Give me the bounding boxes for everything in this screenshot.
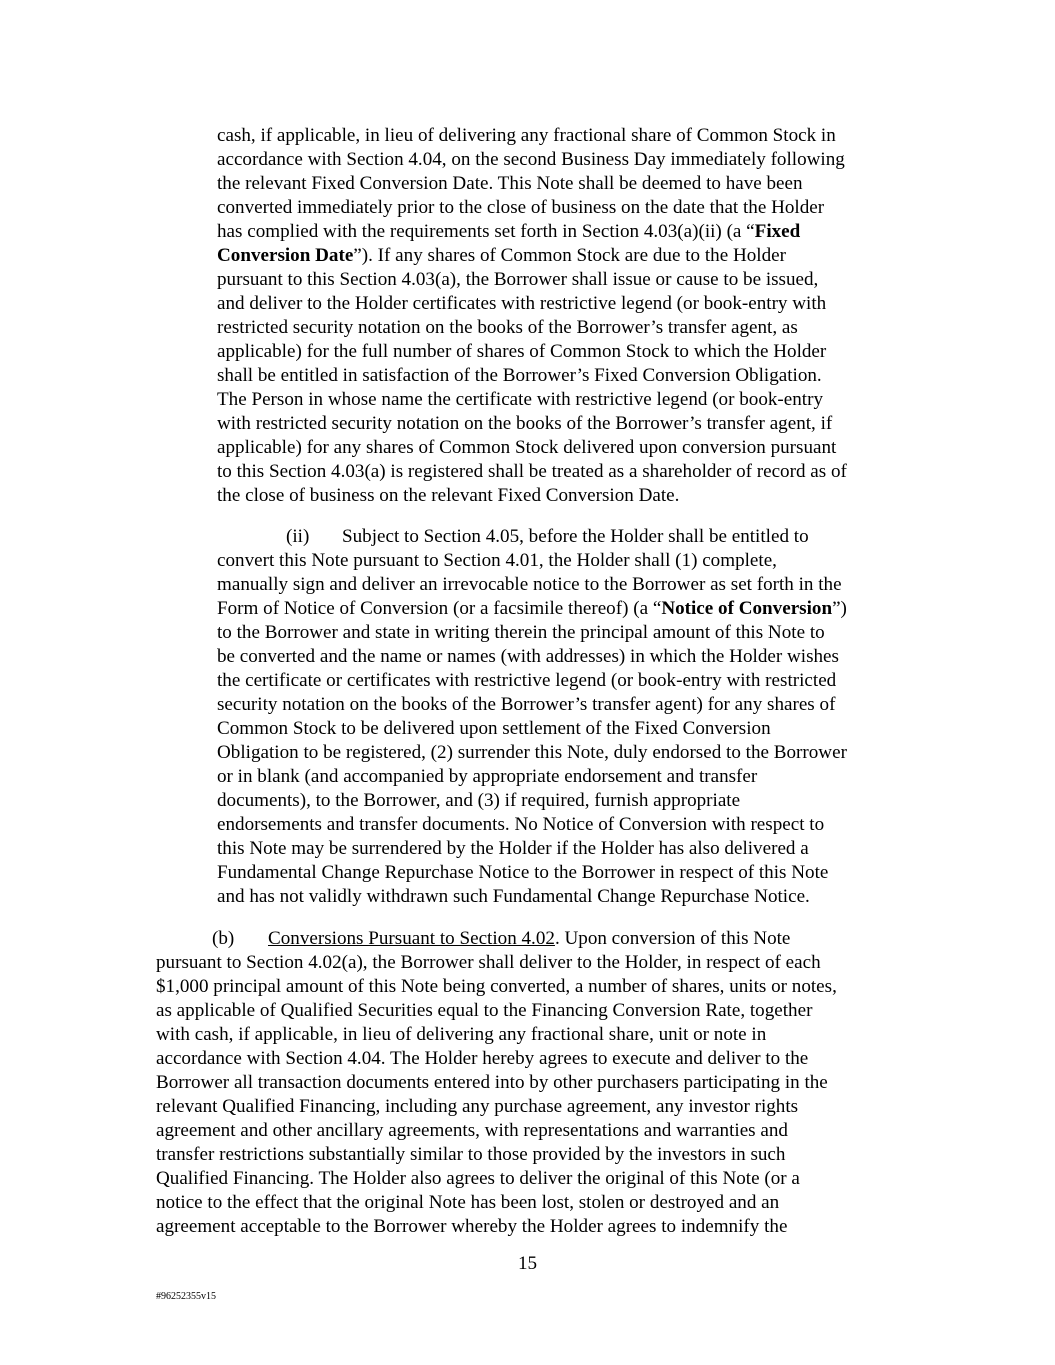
- text-line: notice to the effect that the original Note has been lost, stolen or destroyed and an: [156, 1192, 780, 1213]
- text-line: be converted and the name or names (with addresses) in which the Holder wishes: [217, 646, 839, 667]
- text-line: pursuant to Section 4.02(a), the Borrower shall deliver to the Holder, in respect of each: [156, 952, 821, 973]
- text-segment: Subject to Section 4.05, before the Holder shall be entitled to: [342, 526, 809, 547]
- text-line: applicable) for the full number of shares of Common Stock to which the Holder: [217, 341, 827, 362]
- document-id: #96252355v15: [156, 1291, 216, 1302]
- text-line: Fundamental Change Repurchase Notice to the Borrower in respect of this Note: [217, 862, 829, 883]
- text-line: [217, 525, 847, 549]
- text-line: to the Borrower and state in writing therein the principal amount of this Note to: [217, 622, 825, 643]
- text-line: applicable) for any shares of Common Stock delivered upon conversion pursuant: [217, 437, 837, 458]
- text-segment: ”): [832, 598, 847, 619]
- page-number: 15: [517, 1253, 538, 1274]
- text-line: converted immediately prior to the close of business on the date that the Holder: [217, 197, 825, 218]
- text-line: restricted security notation on the books of the Borrower’s transfer agent, as: [217, 317, 798, 338]
- text-line: the certificate or certificates with restrictive legend (or book-entry with restricted: [217, 670, 837, 691]
- text-line: and deliver to the Holder certificates with restrictive legend (or book-entry with: [217, 293, 827, 314]
- paragraph-notice-of-conversion: [217, 525, 847, 909]
- text-line: with cash, if applicable, in lieu of delivering any fractional share, unit or note in: [156, 1024, 767, 1045]
- text-line: with restricted security notation on the books of the Borrower’s transfer agent, if: [217, 413, 833, 434]
- text-line: [217, 220, 847, 244]
- text-segment: Form of Notice of Conversion (or a facsimile thereof) (a “: [217, 598, 662, 619]
- text-line: as applicable of Qualified Securities equal to the Financing Conversion Rate, together: [156, 1000, 813, 1021]
- text-line: [217, 244, 847, 268]
- section-heading: Conversions Pursuant to Section 4.02: [268, 928, 555, 949]
- text-line: transfer restrictions substantially similar to those provided by the investors in such: [156, 1144, 786, 1165]
- clause-label: (b): [212, 928, 235, 949]
- text-line: or in blank (and accompanied by appropriate endorsement and transfer: [217, 766, 758, 787]
- paragraph-fixed-conversion-date: [217, 124, 847, 508]
- text-line: and has not validly withdrawn such Fundamental Change Repurchase Notice.: [217, 886, 810, 907]
- text-line: The Person in whose name the certificate with restrictive legend (or book-entry: [217, 389, 824, 410]
- text-line: agreement acceptable to the Borrower whereby the Holder agrees to indemnify the: [156, 1216, 788, 1237]
- text-line: agreement and other ancillary agreements, with representations and warranties and: [156, 1120, 788, 1141]
- text-line: [156, 927, 837, 951]
- defined-term-notice-of-conversion: Notice of Conversion: [661, 598, 833, 619]
- text-line: Borrower all transaction documents entered into by other purchasers participating in the: [156, 1072, 828, 1093]
- text-segment: . Upon conversion of this Note: [554, 928, 791, 949]
- text-line: relevant Qualified Financing, including any purchase agreement, any investor rights: [156, 1096, 799, 1117]
- text-line: cash, if applicable, in lieu of delivering any fractional share of Common Stock in: [217, 125, 836, 146]
- text-line: security notation on the books of the Borrower’s transfer agent) for any shares of: [217, 694, 836, 715]
- text-line: endorsements and transfer documents. No Notice of Conversion with respect to: [217, 814, 825, 835]
- defined-term-conversion-date: Conversion Date: [217, 245, 354, 266]
- text-line: Qualified Financing. The Holder also agrees to deliver the original of this Note (or a: [156, 1168, 800, 1189]
- text-line: the relevant Fixed Conversion Date. This Note shall be deemed to have been: [217, 173, 803, 194]
- text-line: [217, 597, 847, 621]
- text-line: Common Stock to be delivered upon settlement of the Fixed Conversion: [217, 718, 771, 739]
- text-segment: has complied with the requirements set forth in Section 4.03(a)(ii) (a “: [217, 221, 755, 242]
- paragraph-conversions-section-4-02: [156, 927, 837, 1239]
- text-line: accordance with Section 4.04. The Holder hereby agrees to execute and deliver to the: [156, 1048, 809, 1069]
- text-line: convert this Note pursuant to Section 4.01, the Holder shall (1) complete,: [217, 550, 777, 571]
- text-line: manually sign and deliver an irrevocable notice to the Borrower as set forth in the: [217, 574, 842, 595]
- text-line: documents), to the Borrower, and (3) if required, furnish appropriate: [217, 790, 741, 811]
- text-line: accordance with Section 4.04, on the second Business Day immediately following: [217, 149, 845, 170]
- text-line: pursuant to this Section 4.03(a), the Borrower shall issue or cause to be issued,: [217, 269, 819, 290]
- text-segment: ”). If any shares of Common Stock are due to the Holder: [353, 245, 786, 266]
- text-line: $1,000 principal amount of this Note being converted, a number of shares, units or notes,: [156, 976, 837, 997]
- text-line: shall be entitled in satisfaction of the Borrower’s Fixed Conversion Obligation.: [217, 365, 822, 386]
- defined-term-fixed: Fixed: [754, 221, 801, 242]
- text-line: the close of business on the relevant Fixed Conversion Date.: [217, 485, 680, 506]
- text-line: to this Section 4.03(a) is registered shall be treated as a shareholder of record as of: [217, 461, 847, 482]
- text-line: Obligation to be registered, (2) surrender this Note, duly endorsed to the Borrower: [217, 742, 847, 763]
- clause-label: (ii): [286, 526, 310, 547]
- text-line: this Note may be surrendered by the Holder if the Holder has also delivered a: [217, 838, 809, 859]
